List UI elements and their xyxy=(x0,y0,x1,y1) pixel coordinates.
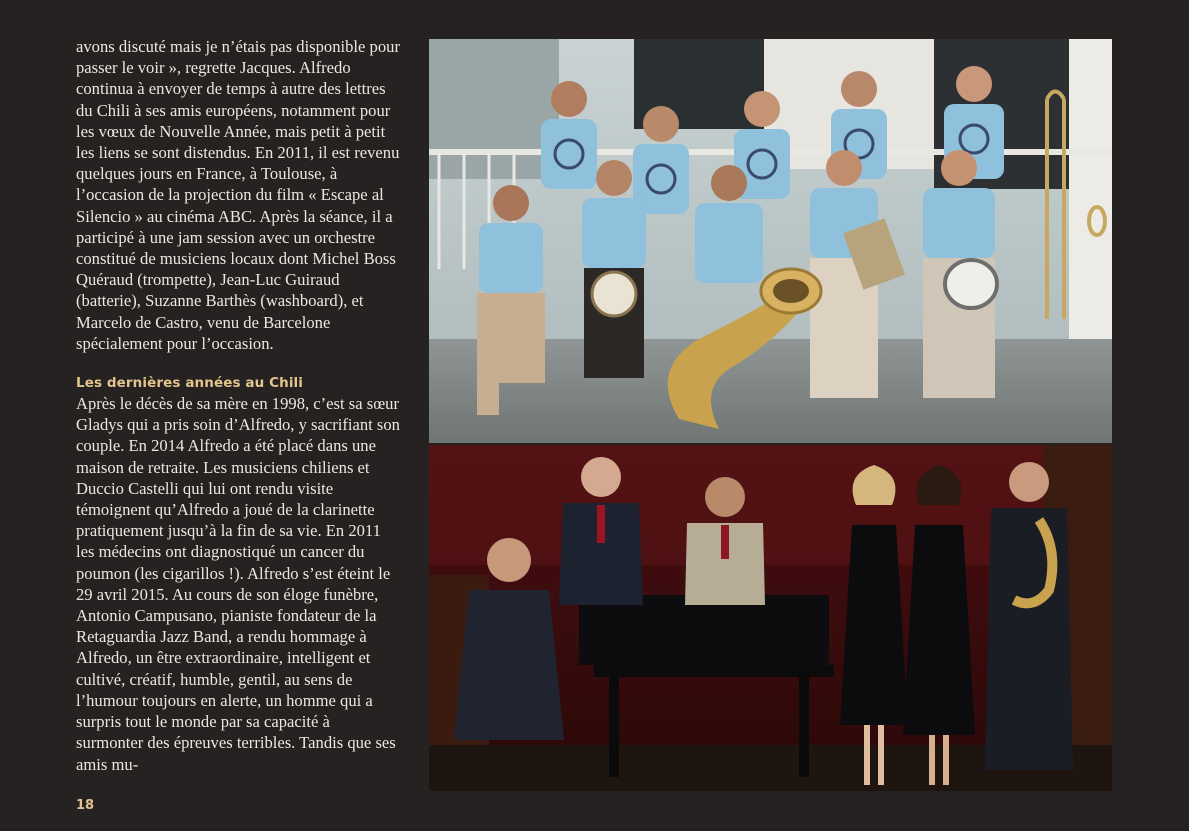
section-heading: Les dernières années au Chili xyxy=(76,375,304,392)
article-paragraph-2: Après le décès de sa mère en 1998, c’est sa sœur Gladys qui a pris soin d’Alfredo, y sacrifiant son couple. En 2014 Alfredo a été placé dans une maison de retraite. Les musiciens chiliens et Duccio Castelli qui lui ont rendu visite témoignent qu’Alfredo a joué de la clarinette pratiquement jusqu’à la fin de sa vie. En 2011 les médecins ont diagnostiqué un cancer du poumon (les cigarillos !). Alfredo s’est éteint le 29 avril 2015. Au cours de son éloge funèbre, Antonio Campusano, pianiste fondateur de la Retaguardia Jazz Band, a rendu hommage à Alfredo, un être extraordinaire, intelligent et cultivé, créatif, humble, gentil, au sens de l’humour toujours en alerte, un homme qui a surpris tout le monde par sa capacité à surmonter des épreuves terribles. Tandis que ses amis mu- xyxy=(76,394,400,774)
article-column xyxy=(76,36,400,775)
band-photo-vintage xyxy=(429,39,1112,443)
band-photo-modern-image xyxy=(429,445,1112,791)
band-photo-vintage-image xyxy=(429,39,1112,443)
page-number: 18 xyxy=(76,798,95,813)
band-photo-modern xyxy=(429,445,1112,791)
article-paragraph-1: avons discuté mais je n’étais pas disponible pour passer le voir », regrette Jacques. Alfredo continua à envoyer de temps à autre des lettres du Chili à ses amis européens, notamment pour les vœux de Nouvelle Année, mais petit à petit les liens se sont distendus. En 2011, il est revenu quelques jours en France, à Toulouse, à l’occasion de la projection du film « Escape al Silencio » au cinéma ABC. Après la séance, il a participé à une jam session avec un orchestre constitué de musiciens locaux dont Michel Boss Quéraud (trompette), Jean-Luc Guiraud (batterie), Suzanne Barthès (washboard), et Marcelo de Castro, venu de Barcelone spécialement pour l’occasion. xyxy=(76,37,400,353)
